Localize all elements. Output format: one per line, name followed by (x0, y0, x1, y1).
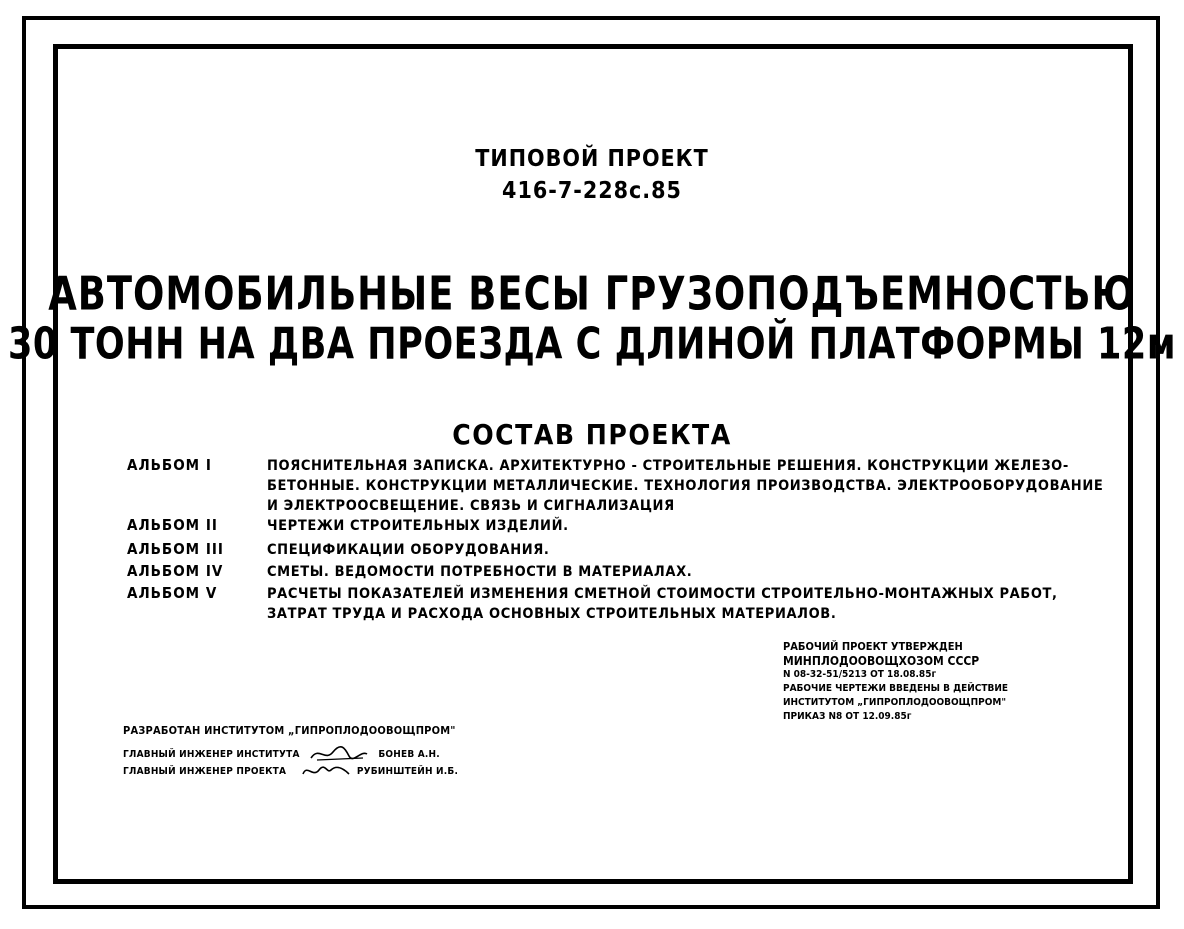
developer-line: РАЗРАБОТАН ИНСТИТУТОМ „ГИПРОПЛОДООВОЩПРОМ" (123, 724, 456, 737)
album-4-text: СМЕТЫ. ВЕДОМОСТИ ПОТРЕБНОСТИ В МАТЕРИАЛАХ. (267, 564, 693, 580)
approval-line-3: N 08-32-51/5213 ОТ 18.08.85г (783, 669, 937, 680)
approval-line-1: РАБОЧИЙ ПРОЕКТ УТВЕРЖДЕН (783, 640, 963, 653)
approval-line-6: ПРИКАЗ N8 ОТ 12.09.85г (783, 711, 912, 722)
chief-institute-row (123, 744, 440, 764)
album-5-text (267, 584, 1058, 624)
approval-line-4: РАБОЧИЕ ЧЕРТЕЖИ ВВЕДЕНЫ В ДЕЙСТВИЕ (783, 683, 1009, 694)
album-1-line-1: ПОЯСНИТЕЛЬНАЯ ЗАПИСКА. АРХИТЕКТУРНО - СТРОИТЕЛЬНЫЕ РЕШЕНИЯ. КОНСТРУКЦИИ ЖЕЛЕЗО- (267, 458, 1069, 474)
album-1-label: АЛЬБОМ I (127, 456, 212, 474)
album-3-text: СПЕЦИФИКАЦИИ ОБОРУДОВАНИЯ. (267, 542, 550, 558)
chief-project-row (123, 762, 458, 780)
signature-icon (309, 744, 369, 764)
chief-project-label: ГЛАВНЫЙ ИНЖЕНЕР ПРОЕКТА (123, 766, 287, 777)
chief-institute-label: ГЛАВНЫЙ ИНЖЕНЕР ИНСТИТУТА (123, 749, 300, 760)
album-3-label: АЛЬБОМ III (127, 540, 224, 558)
approval-line-2: МИНПЛОДООВОЩХОЗОМ СССР (783, 654, 980, 668)
album-5-line-2: ЗАТРАТ ТРУДА И РАСХОДА ОСНОВНЫХ СТРОИТЕЛЬНЫХ МАТЕРИАЛОВ. (267, 606, 837, 622)
album-5-label: АЛЬБОМ V (127, 584, 218, 602)
album-5-line-1: РАСЧЕТЫ ПОКАЗАТЕЛЕЙ ИЗМЕНЕНИЯ СМЕТНОЙ СТОИМОСТИ СТРОИТЕЛЬНО-МОНТАЖНЫХ РАБОТ, (267, 586, 1058, 602)
album-1-text (267, 456, 1103, 516)
composition-heading: СОСТАВ ПРОЕКТА (452, 418, 732, 451)
album-2-label: АЛЬБОМ II (127, 516, 218, 534)
title-line-1: АВТОМОБИЛЬНЫЕ ВЕСЫ ГРУЗОПОДЪЕМНОСТЬЮ (48, 267, 1136, 321)
album-2-text: ЧЕРТЕЖИ СТРОИТЕЛЬНЫХ ИЗДЕЛИЙ. (267, 518, 569, 534)
approval-block (783, 640, 1008, 724)
project-number: 416-7-228с.85 (502, 178, 682, 204)
album-4-label: АЛЬБОМ IV (127, 562, 224, 580)
chief-project-name: РУБИНШТЕЙН И.Б. (356, 766, 459, 777)
title-line-2: 30 ТОНН НА ДВА ПРОЕЗДА С ДЛИНОЙ ПЛАТФОРМЫ 12м (7, 319, 1177, 370)
album-1-line-3: И ЭЛЕКТРООСВЕЩЕНИЕ. СВЯЗЬ И СИГНАЛИЗАЦИЯ (267, 498, 675, 514)
signature-icon (301, 762, 351, 780)
project-type-label: ТИПОВОЙ ПРОЕКТ (475, 146, 709, 172)
chief-institute-name: БОНЕВ А.Н. (378, 749, 440, 760)
approval-line-5: ИНСТИТУТОМ „ГИПРОПЛОДООВОЩПРОМ" (783, 697, 1007, 708)
album-1-line-2: БЕТОННЫЕ. КОНСТРУКЦИИ МЕТАЛЛИЧЕСКИЕ. ТЕХНОЛОГИЯ ПРОИЗВОДСТВА. ЭЛЕКТРООБОРУДОВАНИЕ (267, 478, 1104, 494)
